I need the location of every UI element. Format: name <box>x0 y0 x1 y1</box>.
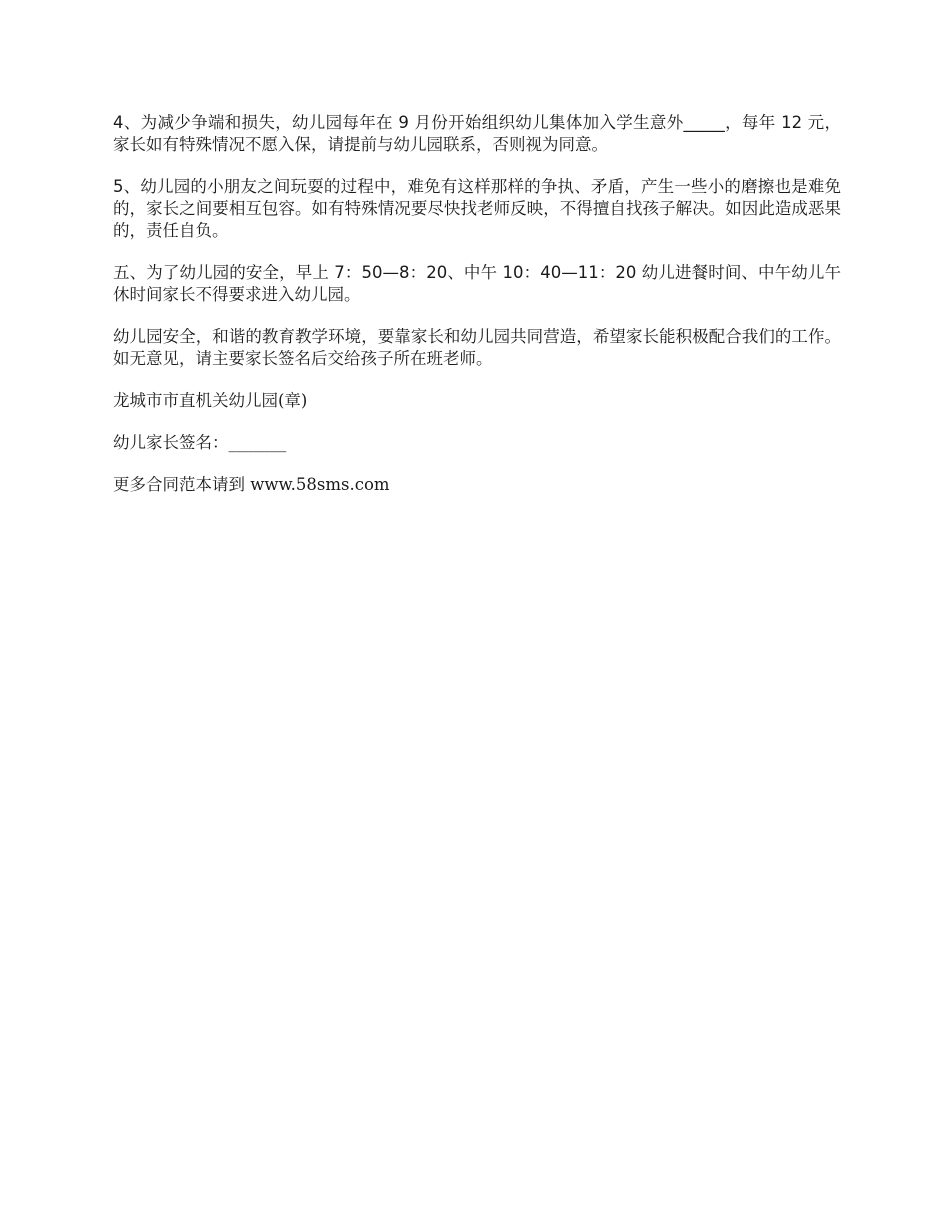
more-templates-link[interactable]: 更多合同范本请到 www.58sms.com <box>113 475 390 494</box>
document-page <box>113 112 841 516</box>
issuer-line: 龙城市市直机关幼儿园(章) <box>113 391 308 410</box>
paragraph-safety-hours: 五、为了幼儿园的安全，早上 7：50—8：20、中午 10：40—11：20 幼儿进餐时间、中午幼儿午休时间家长不得要求进入幼儿园。 <box>113 263 841 304</box>
parent-signature-line: 幼儿家长签名：_______ <box>113 433 287 452</box>
paragraph-children-conflicts: 5、幼儿园的小朋友之间玩耍的过程中，难免有这样那样的争执、矛盾，产生一些小的磨擦也是难免的，家长之间要相互包容。如有特殊情况要尽快找老师反映，不得擅自找孩子解决。如因此造成恶果的，责任自负。 <box>113 177 841 240</box>
paragraph-insurance: 4、为减少争端和损失，幼儿园每年在 9 月份开始组织幼儿集体加入学生意外_____，每年 12 元，家长如有特殊情况不愿入保，请提前与幼儿园联系，否则视为同意。 <box>113 113 841 154</box>
paragraph-closing: 幼儿园安全，和谐的教育教学环境，要靠家长和幼儿园共同营造，希望家长能积极配合我们的工作。如无意见，请主要家长签名后交给孩子所在班老师。 <box>113 327 841 368</box>
